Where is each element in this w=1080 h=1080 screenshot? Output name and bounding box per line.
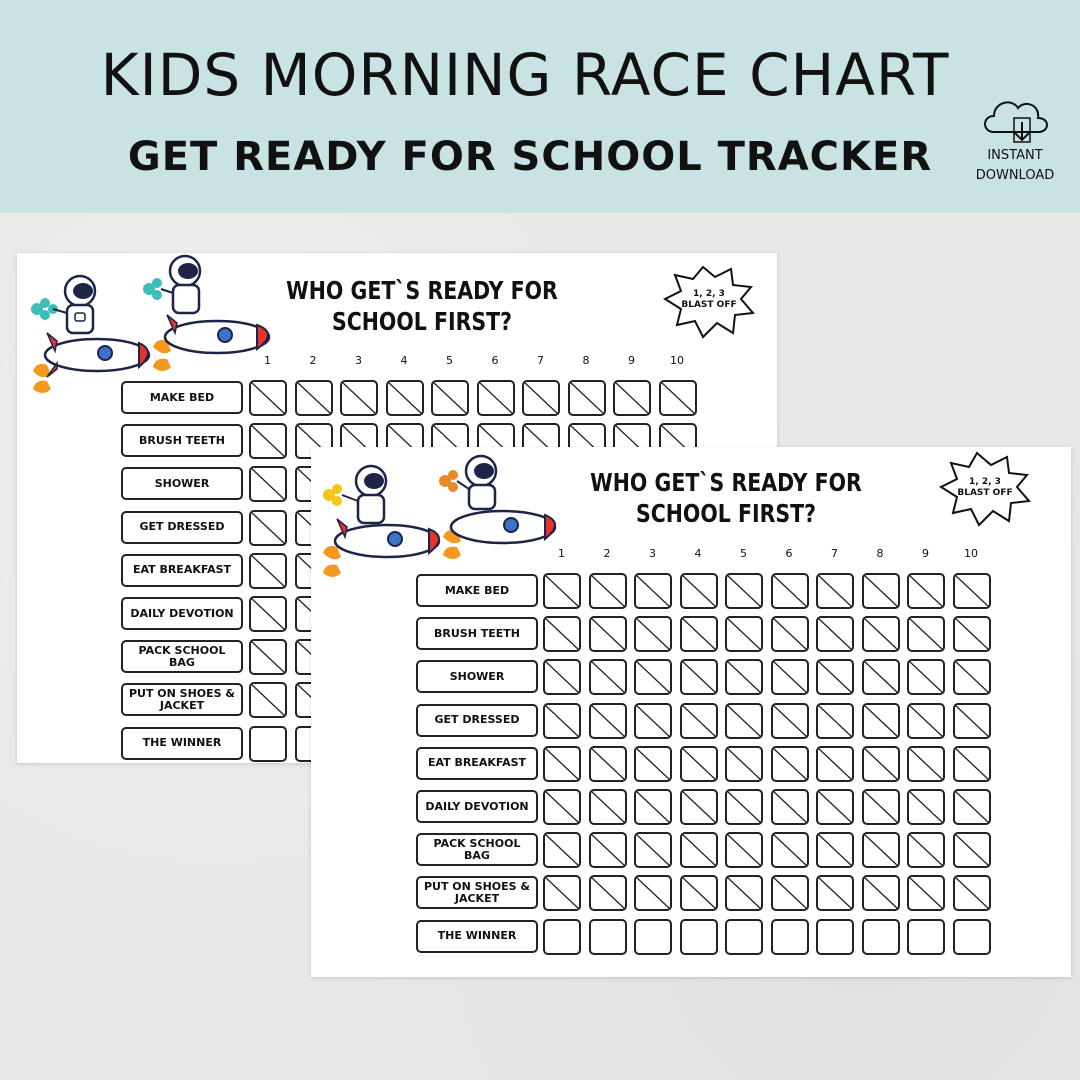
column-number: 1 [264,354,271,367]
rocket-left-icon [323,519,439,577]
progress-checkbox[interactable] [953,875,991,911]
progress-checkbox[interactable] [953,659,991,695]
astronaut-right-icon [143,256,200,313]
sheet-title-line-1: WHO GET`S READY FOR [286,276,558,305]
progress-checkbox[interactable] [589,832,627,868]
cloud-download-icon [960,88,1070,148]
column-number: 8 [876,547,884,560]
progress-checkbox[interactable] [907,659,945,695]
blast-off-text [679,289,739,311]
progress-checkbox[interactable] [543,703,581,739]
progress-checkbox[interactable] [680,832,718,868]
winner-checkbox[interactable] [680,919,718,955]
progress-checkbox[interactable] [522,380,560,416]
winner-checkbox[interactable] [771,919,809,955]
progress-checkbox[interactable] [634,746,672,782]
progress-checkbox[interactable] [953,746,991,782]
progress-checkbox[interactable] [634,573,672,609]
column-number: 9 [628,354,635,367]
progress-checkbox[interactable] [249,596,287,632]
task-label: PUT ON SHOES & JACKET [416,876,538,909]
task-label: SHOWER [416,660,538,693]
progress-checkbox[interactable] [862,746,900,782]
progress-checkbox[interactable] [816,875,854,911]
progress-checkbox[interactable] [634,703,672,739]
progress-checkbox[interactable] [249,510,287,546]
progress-checkbox[interactable] [771,573,809,609]
chart-sheet-front [311,447,1071,977]
progress-checkbox[interactable] [953,573,991,609]
progress-checkbox[interactable] [543,659,581,695]
sheet-title-line-2: SCHOOL FIRST? [635,499,817,528]
column-number: 4 [400,354,408,367]
progress-checkbox[interactable] [816,703,854,739]
task-label: MAKE BED [121,381,243,414]
page-subtitle: GET READY FOR SCHOOL TRACKER [127,134,933,180]
progress-checkbox[interactable] [771,832,809,868]
progress-checkbox[interactable] [680,616,718,652]
task-label: MAKE BED [416,574,538,607]
progress-checkbox[interactable] [771,659,809,695]
task-label: PACK SCHOOL BAG [121,640,243,673]
task-label: PUT ON SHOES & JACKET [121,683,243,716]
progress-checkbox[interactable] [589,703,627,739]
task-label: GET DRESSED [121,511,243,544]
progress-checkbox[interactable] [543,573,581,609]
winner-checkbox[interactable] [907,919,945,955]
progress-checkbox[interactable] [680,789,718,825]
progress-checkbox[interactable] [771,875,809,911]
task-label: SHOWER [121,467,243,500]
column-number: 6 [491,354,499,367]
column-number: 5 [740,547,747,560]
progress-checkbox[interactable] [431,380,469,416]
winner-checkbox[interactable] [953,919,991,955]
progress-checkbox[interactable] [907,746,945,782]
column-number: 2 [309,354,317,367]
progress-checkbox[interactable] [907,573,945,609]
download-line-1: INSTANT [987,148,1043,163]
progress-checkbox[interactable] [862,789,900,825]
blast-off-text [955,477,1015,499]
column-number: 7 [537,354,544,367]
progress-checkbox[interactable] [862,659,900,695]
progress-checkbox[interactable] [862,875,900,911]
astronaut-left-icon [323,466,386,523]
progress-checkbox[interactable] [862,616,900,652]
winner-checkbox[interactable] [589,919,627,955]
task-label: BRUSH TEETH [416,617,538,650]
winner-checkbox[interactable] [634,919,672,955]
progress-checkbox[interactable] [634,659,672,695]
burst-line-1: 1, 2, 3 [693,289,725,299]
progress-checkbox[interactable] [907,875,945,911]
page-title: KIDS MORNING RACE CHART [100,41,950,109]
progress-checkbox[interactable] [613,380,651,416]
progress-checkbox[interactable] [589,659,627,695]
progress-checkbox[interactable] [725,746,763,782]
progress-checkbox[interactable] [634,832,672,868]
progress-checkbox[interactable] [771,746,809,782]
download-line-2: DOWNLOAD [975,168,1055,183]
task-label: DAILY DEVOTION [121,597,243,630]
burst-line-2: BLAST OFF [957,488,1013,498]
progress-checkbox[interactable] [725,789,763,825]
task-label: DAILY DEVOTION [416,790,538,823]
progress-checkbox[interactable] [816,659,854,695]
progress-checkbox[interactable] [953,703,991,739]
progress-checkbox[interactable] [543,875,581,911]
progress-checkbox[interactable] [725,616,763,652]
task-label: THE WINNER [416,920,538,953]
progress-checkbox[interactable] [477,380,515,416]
progress-checkbox[interactable] [543,789,581,825]
progress-checkbox[interactable] [816,573,854,609]
progress-checkbox[interactable] [771,616,809,652]
column-number: 1 [558,547,565,560]
astronaut-left-icon [31,276,95,333]
task-label: GET DRESSED [416,704,538,737]
progress-checkbox[interactable] [659,380,697,416]
progress-checkbox[interactable] [543,616,581,652]
winner-checkbox[interactable] [816,919,854,955]
progress-checkbox[interactable] [680,573,718,609]
progress-checkbox[interactable] [589,789,627,825]
column-number: 9 [922,547,929,560]
progress-checkbox[interactable] [589,875,627,911]
progress-checkbox[interactable] [907,832,945,868]
progress-checkbox[interactable] [953,789,991,825]
progress-checkbox[interactable] [249,380,287,416]
progress-checkbox[interactable] [771,703,809,739]
column-number: 10 [670,354,684,367]
sheet-title [587,467,866,529]
progress-checkbox[interactable] [862,703,900,739]
progress-checkbox[interactable] [249,553,287,589]
column-number: 6 [785,547,793,560]
progress-checkbox[interactable] [680,875,718,911]
progress-checkbox[interactable] [386,380,424,416]
column-number: 5 [446,354,453,367]
progress-checkbox[interactable] [816,746,854,782]
progress-checkbox[interactable] [725,875,763,911]
winner-checkbox[interactable] [862,919,900,955]
sheet-title-line-2: SCHOOL FIRST? [331,307,513,336]
column-number: 8 [582,354,590,367]
column-number: 4 [694,547,702,560]
progress-checkbox[interactable] [680,703,718,739]
column-number: 2 [603,547,611,560]
progress-checkbox[interactable] [907,616,945,652]
progress-checkbox[interactable] [680,659,718,695]
column-number: 7 [831,547,838,560]
burst-line-2: BLAST OFF [681,300,737,310]
progress-checkbox[interactable] [816,616,854,652]
task-label: EAT BREAKFAST [416,747,538,780]
column-number: 3 [355,354,362,367]
progress-checkbox[interactable] [907,703,945,739]
progress-checkbox[interactable] [249,639,287,675]
sheet-title [283,275,562,337]
progress-checkbox[interactable] [816,832,854,868]
progress-checkbox[interactable] [249,423,287,459]
progress-checkbox[interactable] [589,573,627,609]
column-number: 10 [964,547,978,560]
task-label: BRUSH TEETH [121,424,243,457]
progress-checkbox[interactable] [543,746,581,782]
sheet-title-line-1: WHO GET`S READY FOR [590,468,862,497]
progress-checkbox[interactable] [634,875,672,911]
progress-checkbox[interactable] [568,380,606,416]
column-number: 3 [649,547,656,560]
progress-checkbox[interactable] [634,616,672,652]
progress-checkbox[interactable] [725,832,763,868]
progress-checkbox[interactable] [589,616,627,652]
winner-checkbox[interactable] [725,919,763,955]
progress-checkbox[interactable] [543,832,581,868]
task-label: EAT BREAKFAST [121,554,243,587]
progress-checkbox[interactable] [725,659,763,695]
astronaut-right-icon [439,456,496,509]
progress-checkbox[interactable] [725,703,763,739]
instant-download-badge[interactable] [960,88,1070,198]
winner-checkbox[interactable] [543,919,581,955]
progress-checkbox[interactable] [816,789,854,825]
progress-checkbox[interactable] [953,616,991,652]
task-label: PACK SCHOOL BAG [416,833,538,866]
progress-checkbox[interactable] [862,832,900,868]
progress-checkbox[interactable] [340,380,378,416]
progress-checkbox[interactable] [634,789,672,825]
progress-checkbox[interactable] [249,466,287,502]
winner-checkbox[interactable] [249,726,287,762]
progress-checkbox[interactable] [862,573,900,609]
progress-checkbox[interactable] [907,789,945,825]
progress-checkbox[interactable] [589,746,627,782]
task-label: THE WINNER [121,727,243,760]
progress-checkbox[interactable] [953,832,991,868]
progress-checkbox[interactable] [725,573,763,609]
progress-checkbox[interactable] [680,746,718,782]
burst-line-1: 1, 2, 3 [969,477,1001,487]
progress-checkbox[interactable] [249,682,287,718]
progress-checkbox[interactable] [771,789,809,825]
progress-checkbox[interactable] [295,380,333,416]
